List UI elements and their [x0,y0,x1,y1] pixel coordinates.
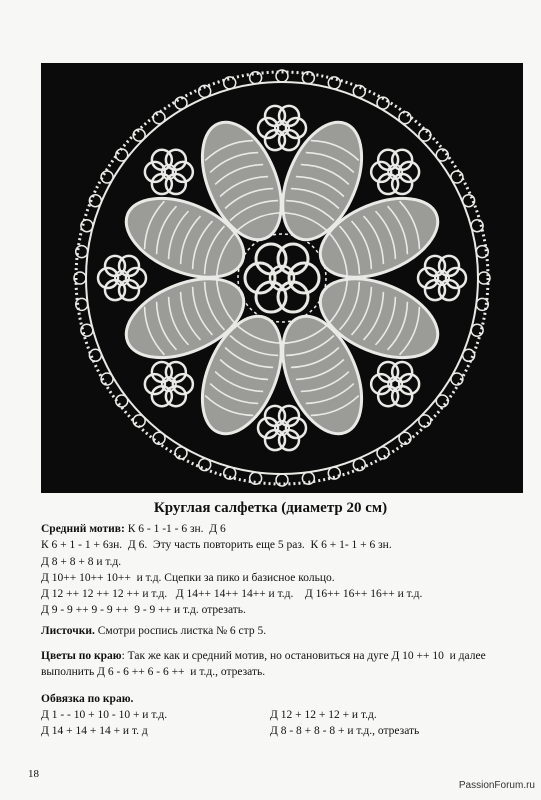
middle-motif-line3: Д 8 + 8 + 8 и т.д. [41,555,122,568]
edging-left2: Д 14 + 14 + 14 + и т. д [41,725,148,737]
flower-petal [119,256,139,276]
flower-petal [166,150,186,170]
edge-loop [476,246,488,258]
flower-petal [105,280,125,300]
edge-flowers-line2: выполнить Д 6 - 6 ++ 6 - 6 ++ и т.д., отрезать. [41,666,266,679]
edge-flowers-line1: : Так же как и средний мотив, но остановиться на дуге Д 10 ++ 10 и далее [121,650,486,662]
flower-petal [378,386,398,406]
edge-loop [116,395,128,407]
flower-petal [166,362,186,382]
middle-motif-line1: К 6 - 1 -1 - 6 зн. Д 6 [124,523,226,535]
edge-loop [471,324,483,336]
edge-loop [175,447,187,459]
edge-loop [436,395,448,407]
edging-right-column [270,707,419,739]
edge-loop [76,246,88,258]
middle-motif-heading: Средний мотив: [41,523,125,535]
edge-loop [250,72,262,84]
edge-loop [153,112,165,124]
flower-petal [392,150,412,170]
edge-loop [175,97,187,109]
flower-petal [378,174,398,194]
edging-left-column [41,707,167,739]
leaves-text: Смотри роспись листка № 6 стр 5. [94,625,267,637]
edge-flowers-heading: Цветы по краю [41,650,122,662]
middle-motif-section [41,521,511,619]
flower-petal [265,130,285,150]
edge-loop [419,415,431,427]
edging-heading-block [41,691,511,707]
edge-loop [328,77,340,89]
leaves-heading: Листочки. [41,625,95,637]
page-title: Круглая салфетка (диаметр 20 см) [153,500,388,516]
edging-right2: Д 8 - 8 + 8 - 8 + и т.д., отрезать [270,725,420,737]
middle-motif-line2: К 6 + 1 - 1 + 6зн. Д 6. Эту часть повторить еще 5 раз. К 6 + 1- 1 + 6 зн. [41,539,392,552]
edge-loop [276,474,288,486]
leaves-section [41,623,511,639]
flower-petal [439,256,459,276]
edging-left1: Д 1 - - 10 + 10 - 10 + и т.д. [41,709,168,721]
flower-petal [279,106,299,126]
flower-petal [152,386,172,406]
edge-loop [250,472,262,484]
edge-loop [353,85,365,97]
doily-illustration [41,63,523,493]
flower-petal [392,362,412,382]
flower-petal [425,280,445,300]
edge-loop [199,459,211,471]
edge-loop [353,459,365,471]
edge-loop [89,349,101,361]
edge-loop [451,171,463,183]
middle-motif-line5: Д 12 ++ 12 ++ 12 ++ и т.д. Д 14++ 14++ 14++ и т.д. Д 16++ 16++ 16++ и т.д. [41,588,423,601]
edging-right1: Д 12 + 12 + 12 + и т.д. [270,709,377,721]
flower-petal [279,406,299,426]
edge-loop [81,324,93,336]
flower-petal [152,174,172,194]
flower-petal [265,430,285,450]
edge-flowers-section [41,648,511,681]
edge-loop [399,112,411,124]
edge-loop [463,349,475,361]
edge-loop [463,195,475,207]
edge-loop [377,447,389,459]
middle-motif-line4: Д 10++ 10++ 10++ и т.д. Сцепки за пико и базисное кольцо. [41,571,335,584]
edging-heading: Обвязка по краю. [41,693,134,705]
edge-loop [133,415,145,427]
edge-loop [224,77,236,89]
middle-motif-line6: Д 9 - 9 ++ 9 - 9 ++ 9 - 9 ++ и т.д. отрезать. [41,604,246,617]
page-number: 18 [28,768,39,780]
edge-loop [101,171,113,183]
edge-loop [81,220,93,232]
watermark: PassionForum.ru [458,780,535,791]
doily-photo [41,63,523,493]
